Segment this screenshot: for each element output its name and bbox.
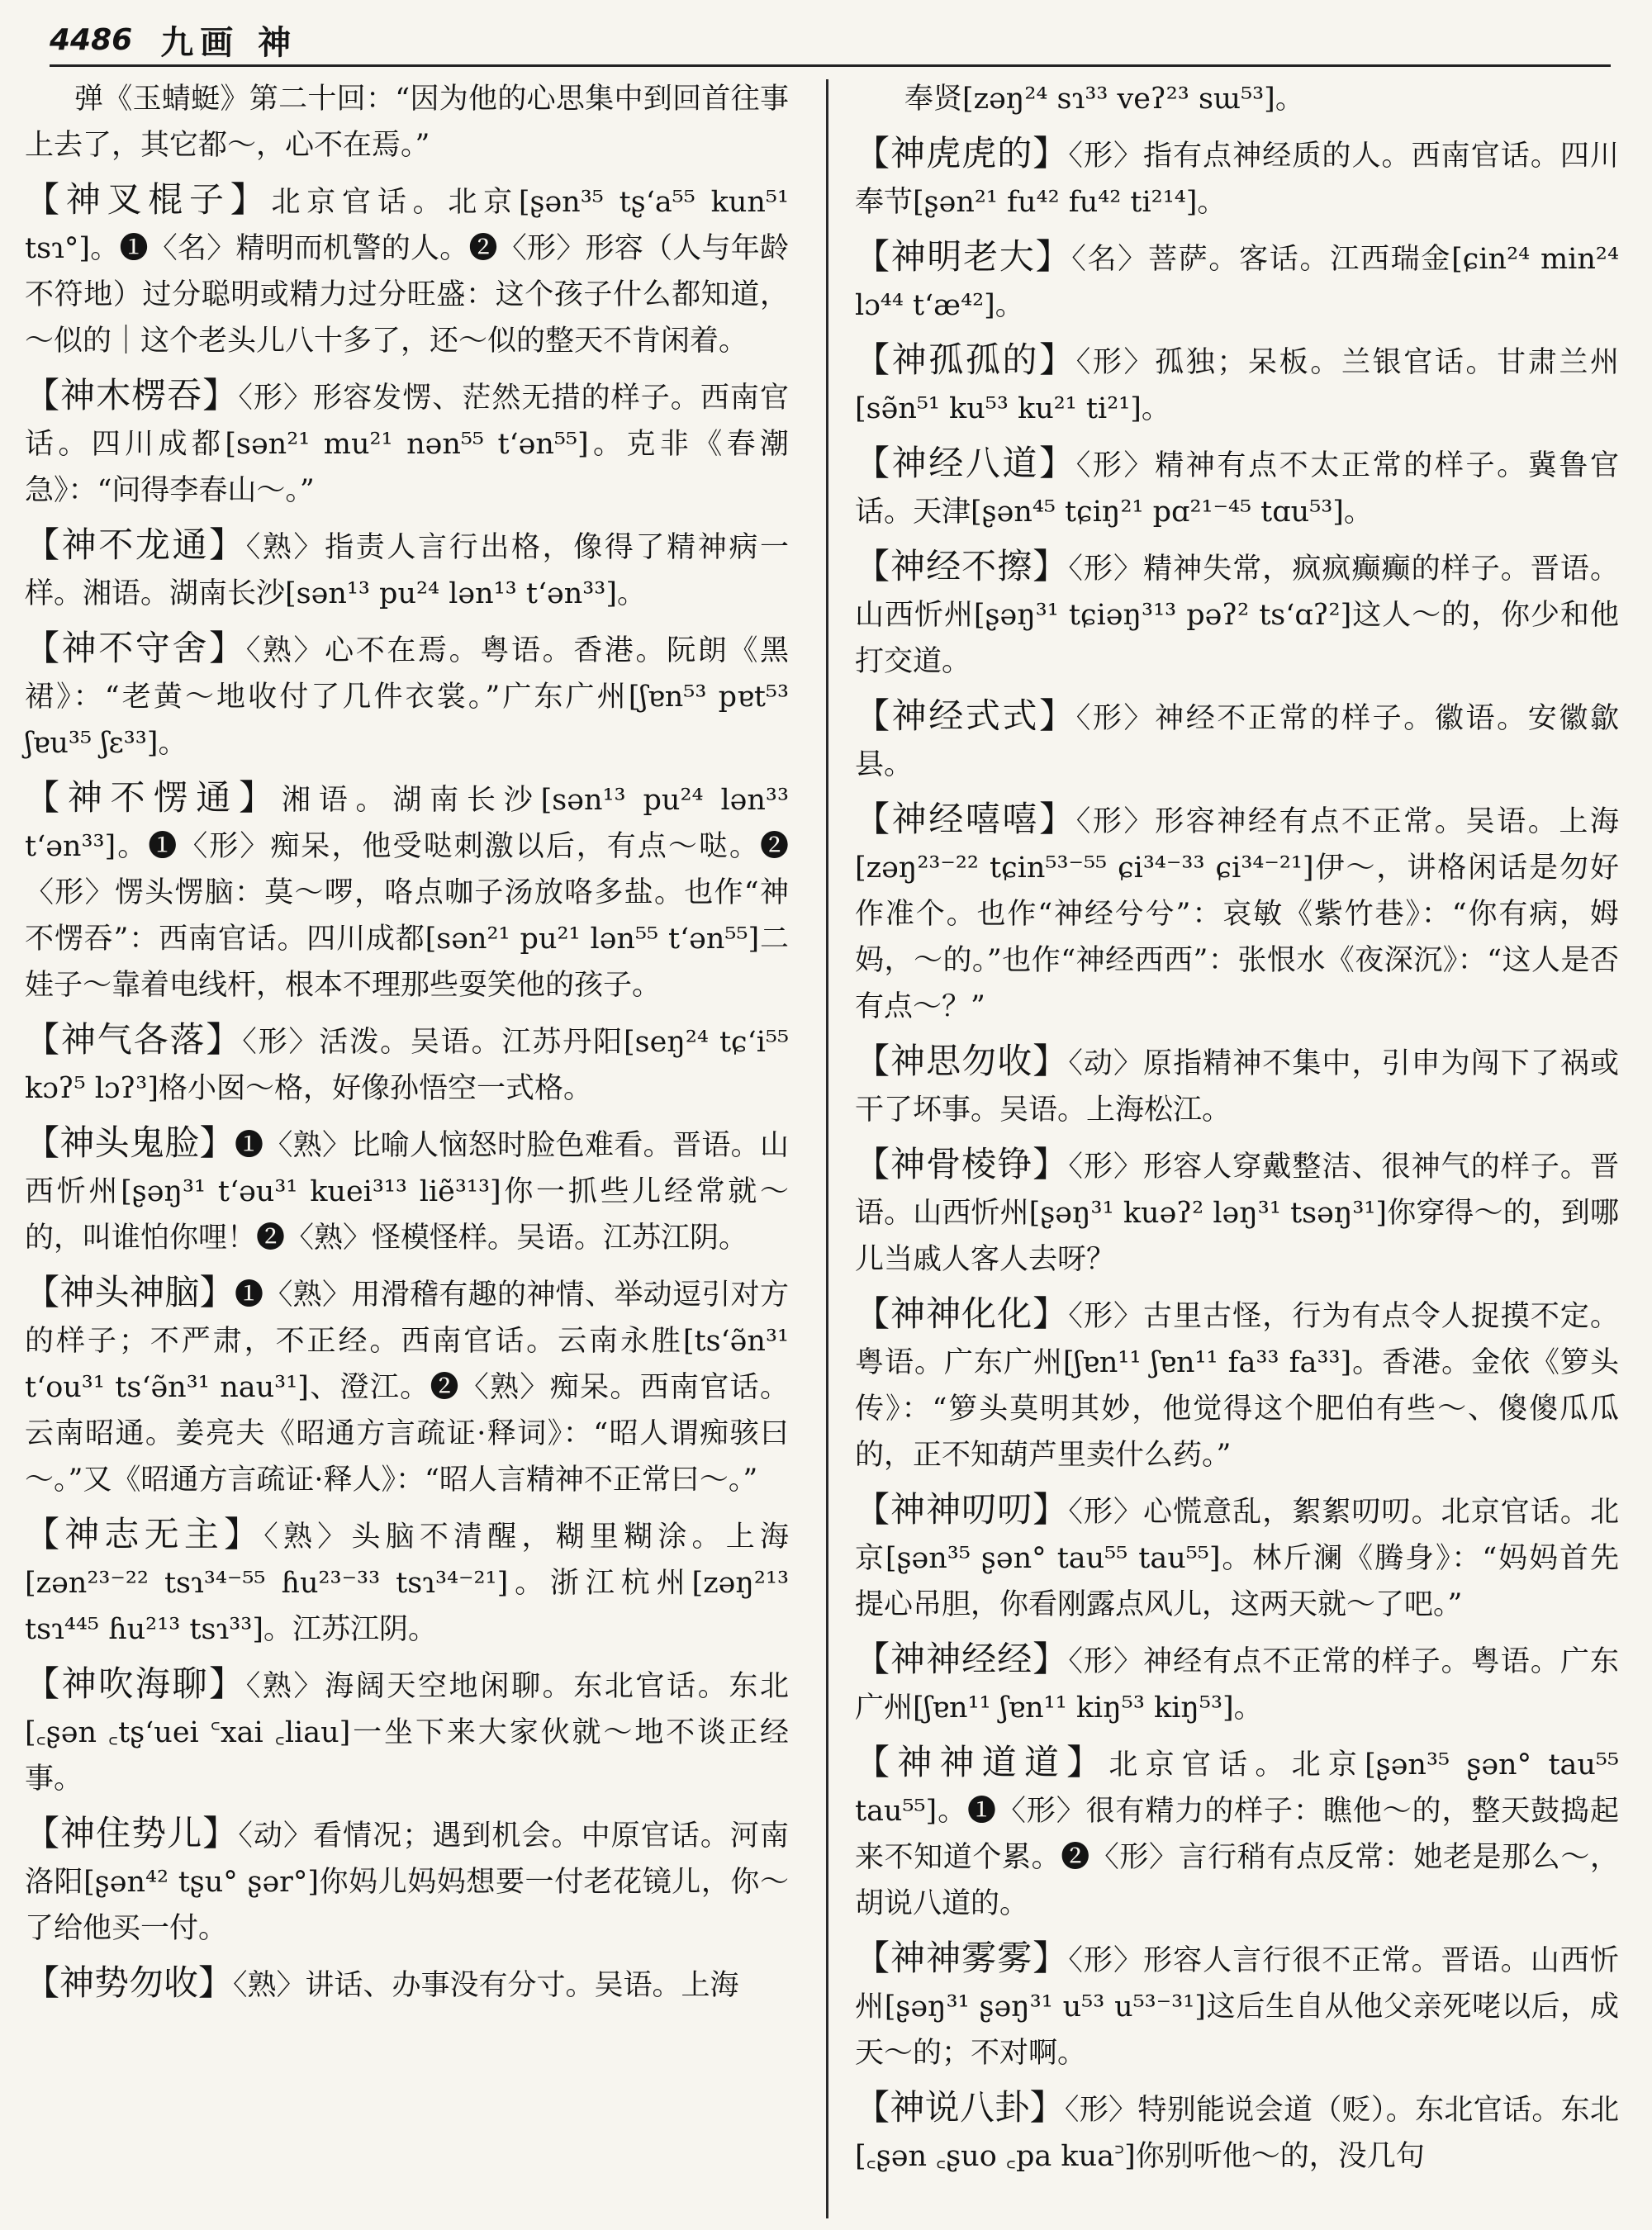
entry-text: 〈熟〉指责人言行出格，像得了精神病一样。湘语。湖南长沙[sən¹³ pu²⁴ lən¹³ tʻən³³]。 (25, 531, 789, 610)
dictionary-entry (855, 440, 1619, 535)
entry-headword: 【神势勿收】 (25, 1962, 234, 2003)
entry-text: 湘语。湖南长沙[sən¹³ pu²⁴ lən³³ tʻən³³]。❶〈形〉痴呆，他受哒刺激以后，有点～哒。❷〈形〉愣头愣脑：莫～啰，咯点咖子汤放咯多盐。也作“神不愣吞”：西南官话。四川成都[sən²¹ pu²¹ lən⁵⁵ tʻən⁵⁵]二娃子～靠着电线杆，根本不理那些耍笑他的孩子。 (25, 784, 789, 1002)
dictionary-entry (25, 1017, 789, 1112)
entry-headword: 【神志无主】 (25, 1514, 264, 1554)
dictionary-entry (25, 775, 789, 1008)
entry-headword: 【神神道道】 (855, 1742, 1109, 1782)
dictionary-entry (25, 1810, 789, 1952)
dictionary-entry (855, 1636, 1619, 1731)
dictionary-entry (25, 1960, 789, 2009)
entry-headword: 【神不守舍】 (25, 628, 246, 668)
entry-headword: 【神经八道】 (855, 443, 1076, 483)
entry-headword: 【神神化化】 (855, 1293, 1069, 1334)
dictionary-entry (855, 2085, 1619, 2180)
dictionary-entry (25, 177, 789, 364)
entry-headword: 【神思勿收】 (855, 1041, 1069, 1081)
dictionary-entry (855, 1038, 1619, 1133)
entry-text: 〈形〉形容发愣、茫然无措的样子。西南官话。四川成都[sən²¹ mu²¹ nən⁵⁵ tʻən⁵⁵]。克非《春潮急》：“问得李春山～。” (25, 382, 789, 507)
entry-headword: 【神叉棍子】 (25, 179, 272, 220)
entry-text: 〈熟〉头脑不清醒，糊里糊涂。上海[zən²³⁻²² tsɿ³⁴⁻⁵⁵ ɦu²³⁻³³ tsɿ³⁴⁻²¹]。浙江杭州[zəŋ²¹³ tsɿ⁴⁴⁵ ɦu²¹³ tsɿ³³]。江苏江阴。 (25, 1521, 789, 1646)
entry-text: 〈形〉神经不正常的样子。徽语。安徽歙县。 (855, 702, 1619, 781)
entry-text: 〈动〉看情况；遇到机会。中原官话。河南洛阳[ʂən⁴² tʂu° ʂər°]你妈儿妈妈想要一付老花镜儿，你～了给他买一付。 (25, 1820, 789, 1945)
entry-text: 奉贤[zəŋ²⁴ sɿ³³ veʔ²³ sɯ⁵³]。 (904, 83, 1304, 116)
entry-continuation (855, 76, 1619, 122)
entry-text: 〈熟〉海阔天空地闲聊。东北官话。东北[꜀ʂən ꜀tʂʻuei ꜂xai ꜀liau]一坐下来大家伙就～地不谈正经事。 (25, 1670, 789, 1796)
dictionary-entry (25, 1269, 789, 1503)
entry-headword: 【神头鬼脸】 (25, 1122, 235, 1163)
entry-text: ❶〈熟〉比喻人恼怒时脸色难看。晋语。山西忻州[ʂəŋ³¹ tʻəu³¹ kuei³¹³ liẽ³¹³]你一抓些儿经常就～的，叫谁怕你哩！❷〈熟〉怪模怪样。吴语。江苏江阴。 (25, 1129, 789, 1255)
entry-text: 〈形〉精神有点不太正常的样子。冀鲁官话。天津[ʂən⁴⁵ tɕiŋ²¹ pɑ²¹⁻⁴⁵ tɑu⁵³]。 (855, 449, 1619, 529)
entry-headword: 【神明老大】 (855, 236, 1072, 277)
entry-text: 〈形〉指有点神经质的人。西南官话。四川奉节[ʂən²¹ fu⁴² fu⁴² ti²¹⁴]。 (855, 140, 1619, 219)
entry-text: 〈形〉活泼。吴语。江苏丹阳[seŋ²⁴ tɕʻi⁵⁵ kɔʔ⁵ lɔʔ³]格小囡～格，好像孙悟空一式格。 (25, 1026, 789, 1105)
dictionary-entry (855, 543, 1619, 685)
entry-text: 〈名〉菩萨。客话。江西瑞金[ɕin²⁴ min²⁴ lɔ⁴⁴ tʻæ⁴²]。 (855, 243, 1619, 322)
dictionary-entry (25, 1511, 789, 1653)
dictionary-entry (855, 1141, 1619, 1283)
running-head: 九画 神 (160, 22, 298, 62)
entry-headword: 【神住势儿】 (25, 1813, 239, 1853)
dictionary-entry (855, 796, 1619, 1030)
entry-text: 〈形〉孤独；呆板。兰银官话。甘肃兰州[sə̃n⁵¹ ku⁵³ ku²¹ ti²¹]。 (855, 346, 1619, 425)
dictionary-entry (855, 1291, 1619, 1478)
entry-headword: 【神不愣通】 (25, 777, 282, 818)
right-column (855, 76, 1619, 2188)
entry-text: 〈形〉心慌意乱，絮絮叨叨。北京官话。北京[ʂən³⁵ ʂən° tau⁵⁵ tau⁵⁵]。林斤澜《腾身》：“妈妈首先提心吊胆，你看刚露点风儿，这两天就～了吧。” (855, 1496, 1619, 1621)
dictionary-entry (25, 1120, 789, 1261)
dictionary-entry (855, 130, 1619, 225)
column-divider (826, 79, 828, 2218)
entry-text: 北京官话。北京[ʂən³⁵ ʂən° tau⁵⁵ tau⁵⁵]。❶〈形〉很有精力的样子：瞧他～的，整天鼓捣起来不知道个累。❷〈形〉言行稍有点反常：她老是那么～，胡说八道的。 (855, 1748, 1619, 1920)
entry-headword: 【神头神脑】 (25, 1272, 235, 1312)
dictionary-entry (855, 1487, 1619, 1628)
entry-headword: 【神孤孤的】 (855, 339, 1076, 380)
entry-text: 〈形〉神经有点不正常的样子。粤语。广东广州[ʃɐn¹¹ ʃɐn¹¹ kiŋ⁵³ kiŋ⁵³]。 (855, 1645, 1619, 1725)
dictionary-entry (855, 234, 1619, 329)
dictionary-entry (25, 1661, 789, 1802)
entry-text: 〈熟〉讲话、办事没有分寸。吴语。上海 (233, 1969, 739, 2002)
entry-headword: 【神木楞吞】 (25, 375, 239, 415)
entry-text: 〈形〉特别能说会道（贬）。东北官话。东北[꜀ʂən ꜀ʂuo ꜀pa kua꜄]你别听他～的，没几句 (855, 2094, 1619, 2173)
entry-headword: 【神神经经】 (855, 1639, 1069, 1679)
entry-headword: 【神吹海聊】 (25, 1663, 246, 1704)
entry-text: 弹《玉蜻蜓》第二十回：“因为他的心思集中到回首往事上去了，其它都～，心不在焉。” (25, 83, 789, 162)
left-column (25, 76, 789, 2017)
entry-headword: 【神说八卦】 (855, 2087, 1065, 2128)
page-number: 4486 (50, 22, 133, 57)
entry-text: 〈形〉精神失常，疯疯癫癫的样子。晋语。山西忻州[ʂəŋ³¹ tɕiəŋ³¹³ pəʔ² tsʻɑʔ²]这人～的，你少和他打交道。 (855, 553, 1619, 678)
entry-headword: 【神不龙通】 (25, 524, 246, 565)
entry-text: 〈形〉形容人言行很不正常。晋语。山西忻州[ʂəŋ³¹ ʂəŋ³¹ u⁵³ u⁵³⁻³¹]这后生自从他父亲死咾以后，成天～的；不对啊。 (855, 1944, 1619, 2070)
entry-text: 〈熟〉心不在焉。粤语。香港。阮朗《黑裙》：“老黄～地收付了几件衣裳。”广东广州[ʃɐn⁵³ pɐt⁵³ ʃɐu³⁵ ʃɛ³³]。 (25, 634, 789, 760)
entry-text: 北京官话。北京[ʂən³⁵ tʂʻa⁵⁵ kun⁵¹ tsɿ°]。❶〈名〉精明而机警的人。❷〈形〉形容（人与年龄不符地）过分聪明或精力过分旺盛：这个孩子什么都知道，～似的｜这个老头儿八十多了，还～似的整天不肯闲着。 (25, 186, 789, 358)
dictionary-entry (855, 1739, 1619, 1927)
entry-text: 〈动〉原指精神不集中，引申为闯下了祸或干了坏事。吴语。上海松江。 (855, 1047, 1619, 1127)
entry-text: ❶〈熟〉用滑稽有趣的神情、举动逗引对方的样子；不严肃，不正经。西南官话。云南永胜[tsʻə̃n³¹ tʻou³¹ tsʻə̃n³¹ nau³¹]、澄江。❷〈熟〉痴呆。西南官话。云南昭通。姜亮夫《昭通方言疏证·释词》：“昭人谓痴骇曰～。”又《昭通方言疏证·释人》：“昭人言精神不正常曰～。” (25, 1279, 789, 1497)
dictionary-entry (855, 1935, 1619, 2076)
entry-headword: 【神经式式】 (855, 695, 1076, 736)
entry-headword: 【神虎虎的】 (855, 133, 1069, 173)
page-header (50, 15, 1611, 67)
entry-headword: 【神经不擦】 (855, 546, 1069, 586)
entry-headword: 【神经嘻嘻】 (855, 799, 1076, 839)
entry-text: 〈形〉形容人穿戴整洁、很神气的样子。晋语。山西忻州[ʂəŋ³¹ kuəʔ² ləŋ³¹ tsəŋ³¹]你穿得～的，到哪儿当戚人客人去呀？ (855, 1151, 1619, 1276)
entry-headword: 【神骨棱铮】 (855, 1144, 1069, 1184)
entry-headword: 【神神叨叨】 (855, 1489, 1069, 1530)
entry-headword: 【神气各落】 (25, 1019, 243, 1060)
dictionary-entry (25, 372, 789, 514)
dictionary-entry (25, 625, 789, 766)
dictionary-entry (855, 337, 1619, 432)
entry-headword: 【神神雾雾】 (855, 1938, 1069, 1978)
entry-text: 〈形〉古里古怪，行为有点令人捉摸不定。粤语。广东广州[ʃɐn¹¹ ʃɐn¹¹ fa³³ fa³³]。香港。金依《箩头传》：“箩头莫明其妙，他觉得这个肥伯有些～、傻傻瓜瓜的，正不知葫芦里卖什么药。” (855, 1300, 1619, 1472)
entry-continuation (25, 76, 789, 168)
dictionary-entry (25, 522, 789, 617)
entry-text: 〈形〉形容神经有点不正常。吴语。上海[zəŋ²³⁻²² tɕin⁵³⁻⁵⁵ ɕi³⁴⁻³³ ɕi³⁴⁻²¹]伊～，讲格闲话是勿好作准个。也作“神经兮兮”：哀敏《紫竹巷》：“你有病，姆妈，～的。”也作“神经西西”：张恨水《夜深沉》：“这人是否有点～？” (855, 805, 1619, 1023)
dictionary-entry (855, 693, 1619, 788)
